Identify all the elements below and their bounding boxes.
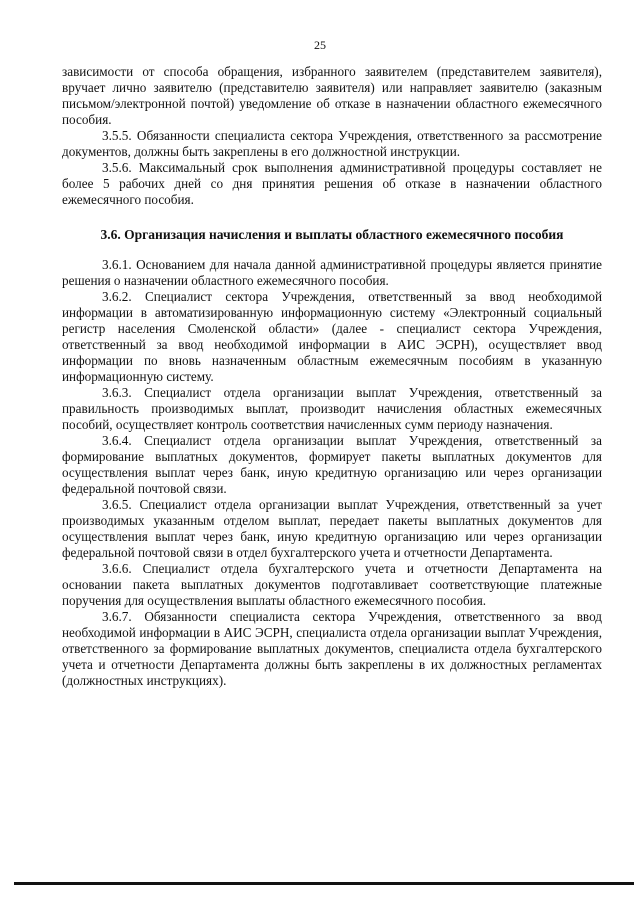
paragraph-3-6-1: 3.6.1. Основанием для начала данной административной процедуры является принятие решения о назначении областного ежемесячного пособия. [62,257,602,288]
section-heading-3-6: 3.6. Организация начисления и выплаты областного ежемесячного пособия [100,227,564,242]
document-body [62,64,602,689]
paragraph-3-5-5: 3.5.5. Обязанности специалиста сектора Учреждения, ответственного за рассмотрение документов, должны быть закреплены в его должностной инструкции. [62,128,602,159]
page-number: 25 [314,38,326,52]
paragraph-3-6-5: 3.6.5. Специалист отдела организации выплат Учреждения, ответственный за учет производимых указанным отделом выплат, передает пакеты выплатных документов для осуществления выплат через банк, иную кредитную организацию или через организации федеральной почтовой связи в отдел бухгалтерского учета и отчетности Департамента. [62,497,602,560]
paragraph-3-6-4: 3.6.4. Специалист отдела организации выплат Учреждения, ответственный за формирование выплатных документов, формирует пакеты выплатных документов для осуществления выплат через банк, иную кредитную организацию или через организации федеральной почтовой связи. [62,433,602,496]
paragraph-3-6-7: 3.6.7. Обязанности специалиста сектора Учреждения, ответственного за ввод необходимой информации в АИС ЭСРН, специалиста отдела организации выплат Учреждения, ответственного за формирование выплатных документов, специалиста отдела бухгалтерского учета и отчетности Департамента должны быть закреплены в их должностных регламентах (должностных инструкциях). [62,609,602,688]
paragraph-3-5-6: 3.5.6. Максимальный срок выполнения административной процедуры составляет не более 5 рабочих дней со дня принятия решения об отказе в назначении областного ежемесячного пособия. [62,160,602,207]
paragraph-3-6-6: 3.6.6. Специалист отдела бухгалтерского учета и отчетности Департамента на основании пакета выплатных документов подготавливает соответствующие платежные поручения для осуществления выплаты областного ежемесячного пособия. [62,561,602,608]
paragraph-3-6-3: 3.6.3. Специалист отдела организации выплат Учреждения, ответственный за правильность производимых выплат, производит начисления областных ежемесячных пособий, осуществляет контроль соответствия начисленных сумм периоду назначения. [62,385,602,432]
bottom-rule [14,882,634,885]
paragraph-continuation: зависимости от способа обращения, избранного заявителем (представителем заявителя), вручает лично заявителю (представителю заявителя) или направляет заявителю (заказным письмом/электронной почтой) уведомление об отказе в назначении областного ежемесячного пособия. [62,64,602,127]
paragraph-3-6-2: 3.6.2. Специалист сектора Учреждения, ответственный за ввод необходимой информации в автоматизированную информационную систему «Электронный социальный регистр населения Смоленской области» (далее - специалист сектора Учреждения, ответственный за ввод необходимой информации в АИС ЭСРН), осуществляет ввод информации по вновь назначенным областным ежемесячным пособиям в указанную информационную систему. [62,289,602,384]
